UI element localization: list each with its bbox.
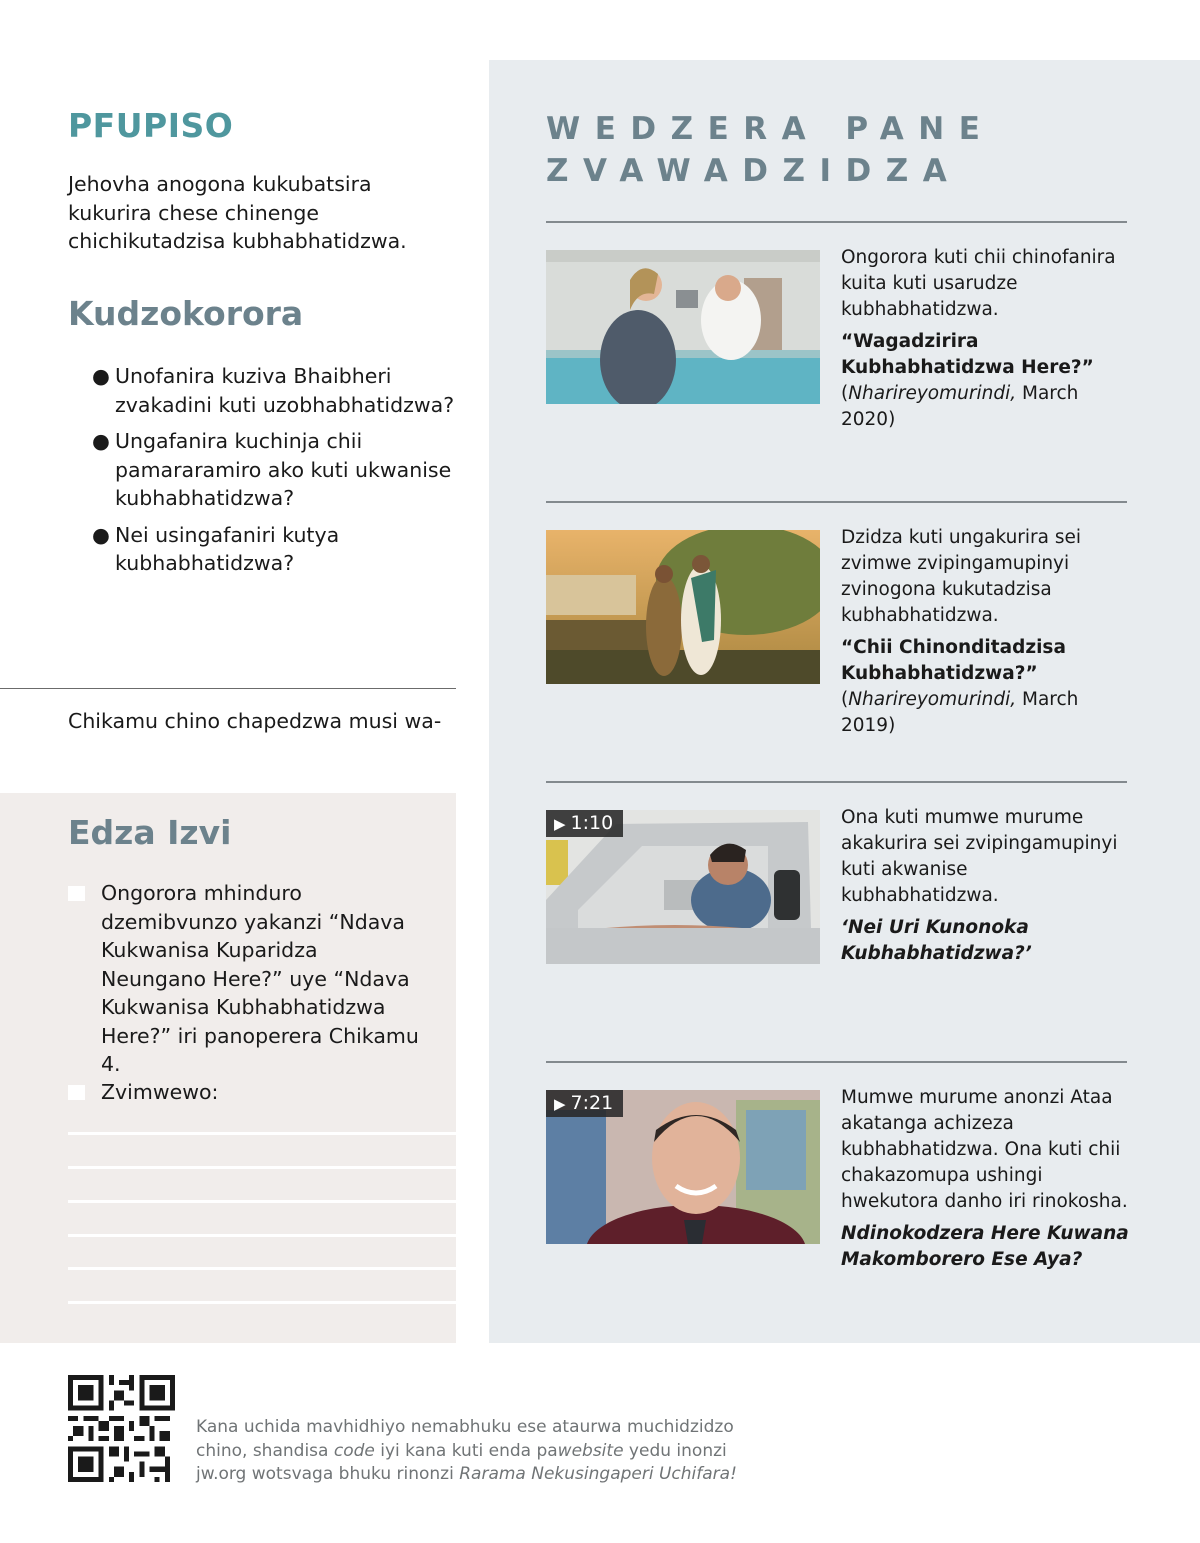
writing-line[interactable] — [68, 1132, 456, 1135]
card-divider — [546, 501, 1127, 503]
review-question-text: Ungafanira kuchinja chii pamararamiro ako kuti ukwanise kubhabhatidzwa? — [115, 429, 452, 510]
article-link[interactable]: “Chii Chinonditadzisa Kubhabhatidzwa?” — [841, 637, 1066, 684]
writing-line[interactable] — [68, 1234, 456, 1237]
card-baptism-text — [841, 245, 1131, 433]
video-link[interactable]: ‘Nei Uri Kunonoka Kubhabhatidzwa?’ — [841, 917, 1032, 964]
card-divider — [546, 781, 1127, 783]
writing-line[interactable] — [68, 1200, 456, 1203]
jesus-walking-painting-image[interactable] — [546, 530, 820, 684]
learn-more-heading: WEDZERA PANE ZVAWADZIDZA — [546, 111, 995, 189]
video-duration-badge — [546, 810, 623, 837]
review-heading: Kudzokorora — [68, 294, 304, 333]
writing-line[interactable] — [68, 1267, 456, 1270]
bullet-icon: ● — [92, 364, 110, 388]
card-divider — [546, 221, 1127, 223]
man-in-car-video-thumbnail[interactable] — [546, 810, 820, 964]
review-questions-list — [92, 362, 460, 586]
writing-line[interactable] — [68, 1166, 456, 1169]
video-duration-badge — [546, 1090, 623, 1117]
publication-name: Nharireyomurindi, — [848, 383, 1017, 404]
ref-paren: ( — [841, 383, 849, 404]
play-icon: ▶ — [554, 1095, 566, 1113]
review-question-text: Nei usingafaniri kutya kubhabhatidzwa? — [115, 522, 340, 575]
play-icon: ▶ — [554, 815, 566, 833]
footer-text-italic: website — [557, 1440, 624, 1461]
checkbox[interactable] — [68, 886, 85, 901]
card-video-2-text — [841, 1085, 1131, 1273]
smiling-man-video-thumbnail[interactable] — [546, 1090, 820, 1244]
card-description: Mumwe murume anonzi Ataa akatanga achizeza kubhabhatidzwa. Ona kuti chii chakazomupa ushingi hwekutora danho iri rinokosha. — [841, 1087, 1128, 1212]
qr-code-icon[interactable] — [68, 1375, 175, 1482]
article-link[interactable]: “Wagadzirira Kubhabhatidzwa Here?” — [841, 331, 1094, 378]
card-description: Dzidza kuti ungakurira sei zvimwe zvipingamupinyi zvinogona kukutadzisa kubhabhatidzwa. — [841, 527, 1082, 626]
checkbox[interactable] — [68, 1085, 85, 1100]
duration-text: 7:21 — [570, 1092, 614, 1114]
try-this-heading: Edza Izvi — [68, 813, 232, 852]
footer-text: yedu inonzi jw.org wotsvaga bhuku rinonzi — [196, 1440, 727, 1484]
todo-item — [68, 1078, 428, 1107]
card-video-1-text — [841, 805, 1131, 967]
publication-date: March 2020) — [841, 383, 1079, 430]
card-obstacles-text — [841, 525, 1131, 739]
review-question-text: Unofanira kuziva Bhaibheri zvakadini kuti uzobhabhatidzwa? — [115, 364, 455, 417]
review-question — [92, 521, 460, 578]
video-link[interactable]: Ndinokodzera Here Kuwana Makomborero Ese Aya? — [841, 1223, 1129, 1270]
bullet-icon: ● — [92, 522, 110, 547]
todo-item-text: Ongorora mhinduro dzemibvunzo yakanzi “Ndava Kukwanisa Kuparidza Neungano Here?” uye “Ndava Kukwanisa Kubhabhatidzwa Here?” iri panoperera Chikamu 4. — [101, 881, 419, 1076]
footer-note — [196, 1416, 776, 1487]
footer-text: Kana uchida mavhidhiyo nemabhuku ese ataurwa muchidzidzo chino, shandisa — [196, 1417, 734, 1461]
duration-text: 1:10 — [570, 812, 614, 834]
card-description: Ongorora kuti chii chinofanira kuita kuti usarudze kubhabhatidzwa. — [841, 247, 1116, 320]
summary-text: Jehovha anogona kukubatsira kukurira chese chinenge chichikutadzisa kubhabhatidzwa. — [68, 172, 407, 253]
writing-line[interactable] — [68, 1301, 456, 1304]
review-question — [92, 427, 460, 513]
card-divider — [546, 1061, 1127, 1063]
completion-date-note: Chikamu chino chapedzwa musi wa- — [68, 709, 442, 733]
publication-date: March 2019) — [841, 689, 1079, 736]
todo-item-text: Zvimwewo: — [101, 1080, 219, 1104]
ref-paren: ( — [841, 689, 849, 710]
summary-heading: PFUPISO — [68, 106, 234, 145]
footer-text: iyi kana kuti enda pa — [374, 1440, 558, 1461]
book-title: Rarama Nekusingaperi Uchifara! — [459, 1464, 737, 1484]
publication-name: Nharireyomurindi, — [848, 689, 1017, 710]
todo-item — [68, 879, 428, 1079]
card-description: Ona kuti mumwe murume akakurira sei zvipingamupinyi kuti akwanise kubhabhatidzwa. — [841, 807, 1118, 906]
baptism-pool-image[interactable] — [546, 250, 820, 404]
review-question — [92, 362, 460, 419]
footer-text-italic: code — [333, 1440, 375, 1461]
bullet-icon: ● — [92, 429, 110, 453]
section-divider — [0, 688, 456, 689]
